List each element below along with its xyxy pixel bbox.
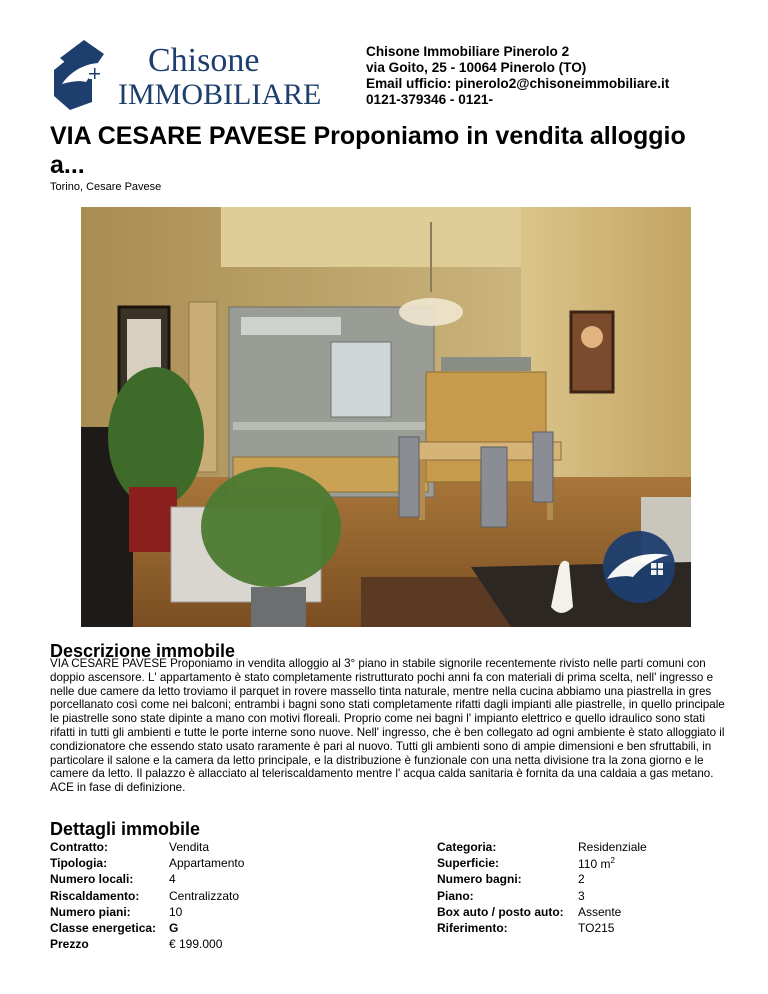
detail-label: Numero piani: [50, 904, 131, 919]
detail-label: Numero bagni: [437, 872, 522, 887]
detail-value: 4 [169, 872, 176, 887]
company-logo [52, 40, 344, 110]
detail-label: Numero locali: [50, 872, 134, 887]
table-row [50, 840, 244, 856]
agency-email[interactable]: Email ufficio: pinerolo2@chisoneimmobiliare.it [366, 76, 670, 91]
listing-location: Torino, Cesare Pavese [50, 181, 162, 193]
detail-value: 3 [578, 888, 585, 903]
table-row [437, 872, 647, 888]
table-row [437, 856, 647, 872]
detail-value: Assente [578, 904, 622, 919]
detail-value: 10 [169, 904, 183, 919]
detail-value: Residenziale [578, 840, 647, 854]
detail-value: Vendita [169, 840, 210, 854]
table-row [50, 921, 244, 937]
watermark-logo-icon [603, 531, 675, 603]
detail-label: Tipologia: [50, 856, 108, 871]
agency-phone[interactable]: 0121-379346 - 0121- [366, 92, 493, 107]
detail-label: Classe energetica: [50, 920, 157, 935]
details-table-right [437, 840, 647, 937]
surface-value: 110 m [578, 857, 611, 872]
detail-value [578, 856, 647, 872]
table-row [50, 937, 244, 953]
table-row [437, 921, 647, 937]
table-row [437, 889, 647, 905]
table-row [50, 872, 244, 888]
detail-label: Prezzo [50, 937, 89, 952]
details-table-left [50, 840, 244, 953]
detail-label: Categoria: [437, 840, 497, 854]
detail-value: € 199.000 [169, 937, 223, 952]
logo-text-immobiliare: IMMOBILIARE [118, 78, 322, 110]
details-heading: Dettagli immobile [50, 819, 201, 839]
detail-label: Box auto / posto auto: [437, 904, 564, 919]
agency-address: via Goito, 25 - 10064 Pinerolo (TO) [366, 60, 587, 75]
description-text: VIA CESARE PAVESE Proponiamo in vendita alloggio al 3° piano in stabile signorile recentemente rivisto nelle parti comuni con doppio ascensore. L' appartamento è stato completamente ristrutturato pochi anni fa con materiali di prima scelta, nell' ingresso e nelle due camere da letto troviamo il parquet in rovere massello tinta naturale, mentre nella cucina abbiamo una piastrella in gres porcellanato così come nei balconi; entrambi i bagni sono stati completamente rifatti dagli impianti alle piastrelle, in quello principale le piastrelle sono state dipinte a mano con motivi floreali. Proprio come nei bagni l' impianto elettrico e quello idraulico sono stati rifatti in tutti gli ambienti e tutte le porte interne sono nuove. Nell' ingresso, che è ben collegato ad ogni ambiente è stato alloggiato il condizionatore che essendo stato usato raramente è pari al nuovo. Tutti gli ambienti sono di ampie dimensioni e ben sfruttabili, in particolare il salone e la camera da letto principale, e la distribuzione è funzionale con una netta divisione tra la zona giorno e le camere da letto. Il palazzo è allacciato al teleriscaldamento mentre l' acqua calda sanitaria è fornita da una caldaia a gas metano. ACE in fase di definizione. [50, 657, 725, 795]
detail-label: Riferimento: [437, 920, 508, 935]
detail-value: Centralizzato [169, 888, 240, 903]
detail-label: Contratto: [50, 840, 108, 854]
description-heading: Descrizione immobile [50, 641, 236, 661]
logo-text-chisone: Chisone [148, 42, 260, 79]
detail-value: Appartamento [169, 856, 245, 871]
table-row [50, 889, 244, 905]
table-row [437, 840, 647, 856]
property-photo [81, 207, 691, 627]
table-row [50, 905, 244, 921]
listing-title: VIA CESARE PAVESE Proponiamo in vendita alloggio a... [50, 122, 686, 179]
detail-label: Riscaldamento: [50, 888, 140, 903]
detail-label: Superficie: [437, 856, 500, 871]
table-row [437, 905, 647, 921]
detail-value: TO215 [578, 920, 615, 935]
detail-label: Piano: [437, 888, 474, 903]
surface-unit-exponent: 2 [610, 856, 615, 866]
agency-name: Chisone Immobiliare Pinerolo 2 [366, 44, 570, 59]
detail-value: G [169, 920, 179, 935]
agency-contact [366, 44, 669, 108]
table-row [50, 856, 244, 872]
house-logo-icon [54, 40, 110, 110]
detail-value: 2 [578, 872, 585, 887]
